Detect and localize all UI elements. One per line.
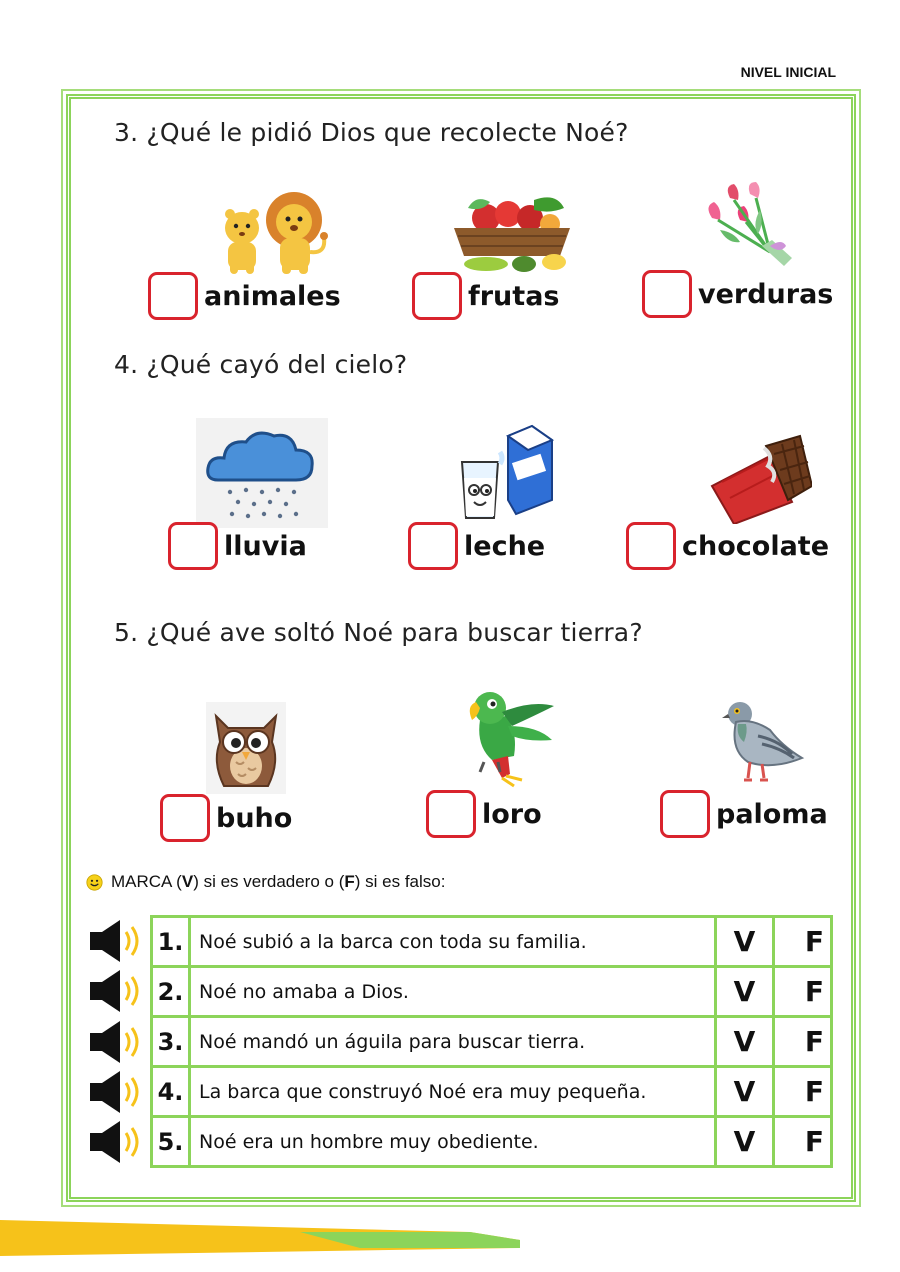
- row-statement: Noé mandó un águila para buscar tierra.: [190, 1017, 716, 1067]
- question-3-title: 3. ¿Qué le pidió Dios que recolecte Noé?: [114, 118, 629, 147]
- option-lluvia: [168, 522, 307, 570]
- option-label: buho: [216, 802, 293, 834]
- row-number: 4.: [152, 1067, 190, 1117]
- option-buho: [160, 794, 292, 842]
- checkbox[interactable]: [660, 790, 710, 838]
- false-option[interactable]: F: [774, 967, 832, 1017]
- row-number: 1.: [152, 917, 190, 967]
- speaker-icon[interactable]: [88, 918, 148, 964]
- option-label: animales: [204, 280, 341, 312]
- milk-icon: [456, 422, 556, 522]
- speaker-icon[interactable]: [88, 1119, 148, 1165]
- option-paloma: [660, 790, 828, 838]
- option-label: paloma: [716, 798, 828, 830]
- instruction-text: ) si es falso:: [354, 872, 446, 891]
- true-option[interactable]: V: [716, 967, 774, 1017]
- true-option[interactable]: V: [716, 1017, 774, 1067]
- decorative-stripe: [0, 1218, 530, 1258]
- instruction-text: MARCA (: [111, 872, 182, 891]
- row-statement: Noé era un hombre muy obediente.: [190, 1117, 716, 1167]
- false-option[interactable]: F: [774, 1117, 832, 1167]
- true-false-table: [150, 915, 833, 1168]
- option-label: frutas: [468, 280, 560, 312]
- speaker-icon[interactable]: [88, 1069, 148, 1115]
- table-row: [152, 967, 832, 1017]
- fruit-basket-icon: [446, 188, 578, 272]
- true-option[interactable]: V: [716, 1067, 774, 1117]
- option-label: chocolate: [682, 530, 830, 562]
- option-label: lluvia: [224, 530, 307, 562]
- question-4-title: 4. ¿Qué cayó del cielo?: [114, 350, 408, 379]
- option-label: loro: [482, 798, 542, 830]
- true-option[interactable]: V: [716, 1117, 774, 1167]
- speaker-icon[interactable]: [88, 968, 148, 1014]
- option-verduras: [642, 270, 833, 318]
- table-row: [152, 1017, 832, 1067]
- owl-icon: [206, 702, 286, 794]
- speaker-icon[interactable]: [88, 1019, 148, 1065]
- table-row: [152, 1067, 832, 1117]
- row-number: 3.: [152, 1017, 190, 1067]
- false-option[interactable]: F: [774, 1017, 832, 1067]
- row-statement: Noé no amaba a Dios.: [190, 967, 716, 1017]
- lions-icon: [212, 190, 332, 276]
- question-5-title: 5. ¿Qué ave soltó Noé para buscar tierra?: [114, 618, 643, 647]
- option-animales: [148, 272, 341, 320]
- checkbox[interactable]: [160, 794, 210, 842]
- rain-cloud-icon: [196, 418, 328, 528]
- table-row: [152, 1117, 832, 1167]
- instruction-text: ) si es verdadero o (: [193, 872, 345, 891]
- false-option[interactable]: F: [774, 917, 832, 967]
- chocolate-bar-icon: [708, 432, 812, 524]
- true-option[interactable]: V: [716, 917, 774, 967]
- instruction-f: F: [344, 872, 355, 891]
- checkbox[interactable]: [408, 522, 458, 570]
- smiley-icon: [86, 874, 103, 891]
- row-statement: Noé subió a la barca con toda su familia.: [190, 917, 716, 967]
- option-loro: [426, 790, 542, 838]
- option-frutas: [412, 272, 559, 320]
- checkbox[interactable]: [426, 790, 476, 838]
- checkbox[interactable]: [168, 522, 218, 570]
- level-label: NIVEL INICIAL: [740, 64, 836, 80]
- option-label: verduras: [698, 278, 834, 310]
- instruction: [86, 872, 445, 892]
- parrot-icon: [462, 686, 558, 790]
- flower-bouquet-icon: [700, 180, 804, 272]
- option-chocolate: [626, 522, 829, 570]
- option-leche: [408, 522, 545, 570]
- false-option[interactable]: F: [774, 1067, 832, 1117]
- checkbox[interactable]: [626, 522, 676, 570]
- instruction-v: V: [181, 872, 194, 891]
- row-number: 5.: [152, 1117, 190, 1167]
- checkbox[interactable]: [148, 272, 198, 320]
- checkbox[interactable]: [412, 272, 462, 320]
- row-number: 2.: [152, 967, 190, 1017]
- table-row: [152, 917, 832, 967]
- pigeon-icon: [722, 696, 806, 788]
- option-label: leche: [464, 530, 546, 562]
- row-statement: La barca que construyó Noé era muy pequeña.: [190, 1067, 716, 1117]
- checkbox[interactable]: [642, 270, 692, 318]
